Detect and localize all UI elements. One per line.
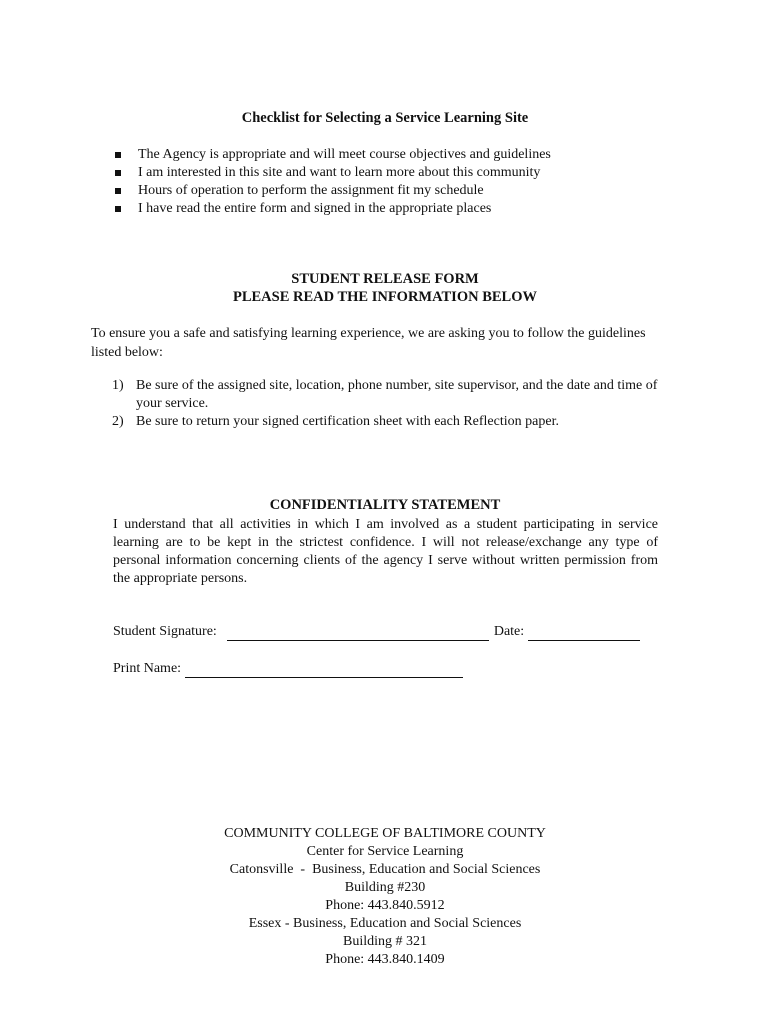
checklist-item: I have read the entire form and signed in the appropriate places <box>112 200 551 218</box>
guidelines-list <box>112 377 672 431</box>
center-name: Center for Service Learning <box>306 844 464 859</box>
release-form-subtitle: PLEASE READ THE INFORMATION BELOW <box>232 289 537 305</box>
catonsville-phone: Phone: 443.840.5912 <box>325 898 445 913</box>
guideline-item: 1) Be sure of the assigned site, location, phone number, site supervisor, and the date and time of your service. <box>112 378 658 411</box>
date-field[interactable] <box>528 626 640 641</box>
square-bullet-icon <box>115 170 121 176</box>
essex-campus: Essex - Business, Education and Social Sciences <box>248 916 522 931</box>
checklist-item: Hours of operation to perform the assignment fit my schedule <box>112 182 551 200</box>
square-bullet-icon <box>115 206 121 212</box>
print-name-row <box>113 660 463 678</box>
checklist-item: The Agency is appropriate and will meet course objectives and guidelines <box>112 146 551 164</box>
essex-phone: Phone: 443.840.1409 <box>325 952 445 967</box>
print-name-field[interactable] <box>185 663 463 678</box>
checklist-title: Checklist for Selecting a Service Learning Site <box>241 110 529 126</box>
essex-building: Building # 321 <box>342 934 427 949</box>
square-bullet-icon <box>115 188 121 194</box>
date-label: Date: <box>493 624 525 639</box>
release-form-title: STUDENT RELEASE FORM <box>291 271 479 287</box>
release-form-intro: To ensure you a safe and satisfying learning experience, we are asking you to follow the guidelines listed below: <box>91 326 646 360</box>
checklist-item: I am interested in this site and want to learn more about this community <box>112 164 551 182</box>
student-signature-field[interactable] <box>227 626 489 641</box>
college-name: COMMUNITY COLLEGE OF BALTIMORE COUNTY <box>224 826 546 841</box>
confidentiality-text: I understand that all activities in which I am involved as a student participating in service learning are to be kept in the strictest confidence. I will not release/exchange any type of personal information concerning clients of the agency I serve without written permission from the appropriate persons. <box>113 517 658 586</box>
checklist <box>112 146 551 218</box>
confidentiality-title: CONFIDENTIALITY STATEMENT <box>269 497 501 513</box>
square-bullet-icon <box>115 152 121 158</box>
release-form-heading <box>0 270 770 306</box>
signature-row <box>113 623 640 641</box>
guideline-item: 2) Be sure to return your signed certification sheet with each Reflection paper. <box>112 414 559 429</box>
catonsville-building: Building #230 <box>344 880 426 895</box>
footer-contact <box>0 825 770 969</box>
catonsville-campus: Catonsville - Business, Education and Social Sciences <box>229 862 541 877</box>
print-name-label: Print Name: <box>113 661 182 676</box>
student-signature-label: Student Signature: <box>113 624 217 639</box>
